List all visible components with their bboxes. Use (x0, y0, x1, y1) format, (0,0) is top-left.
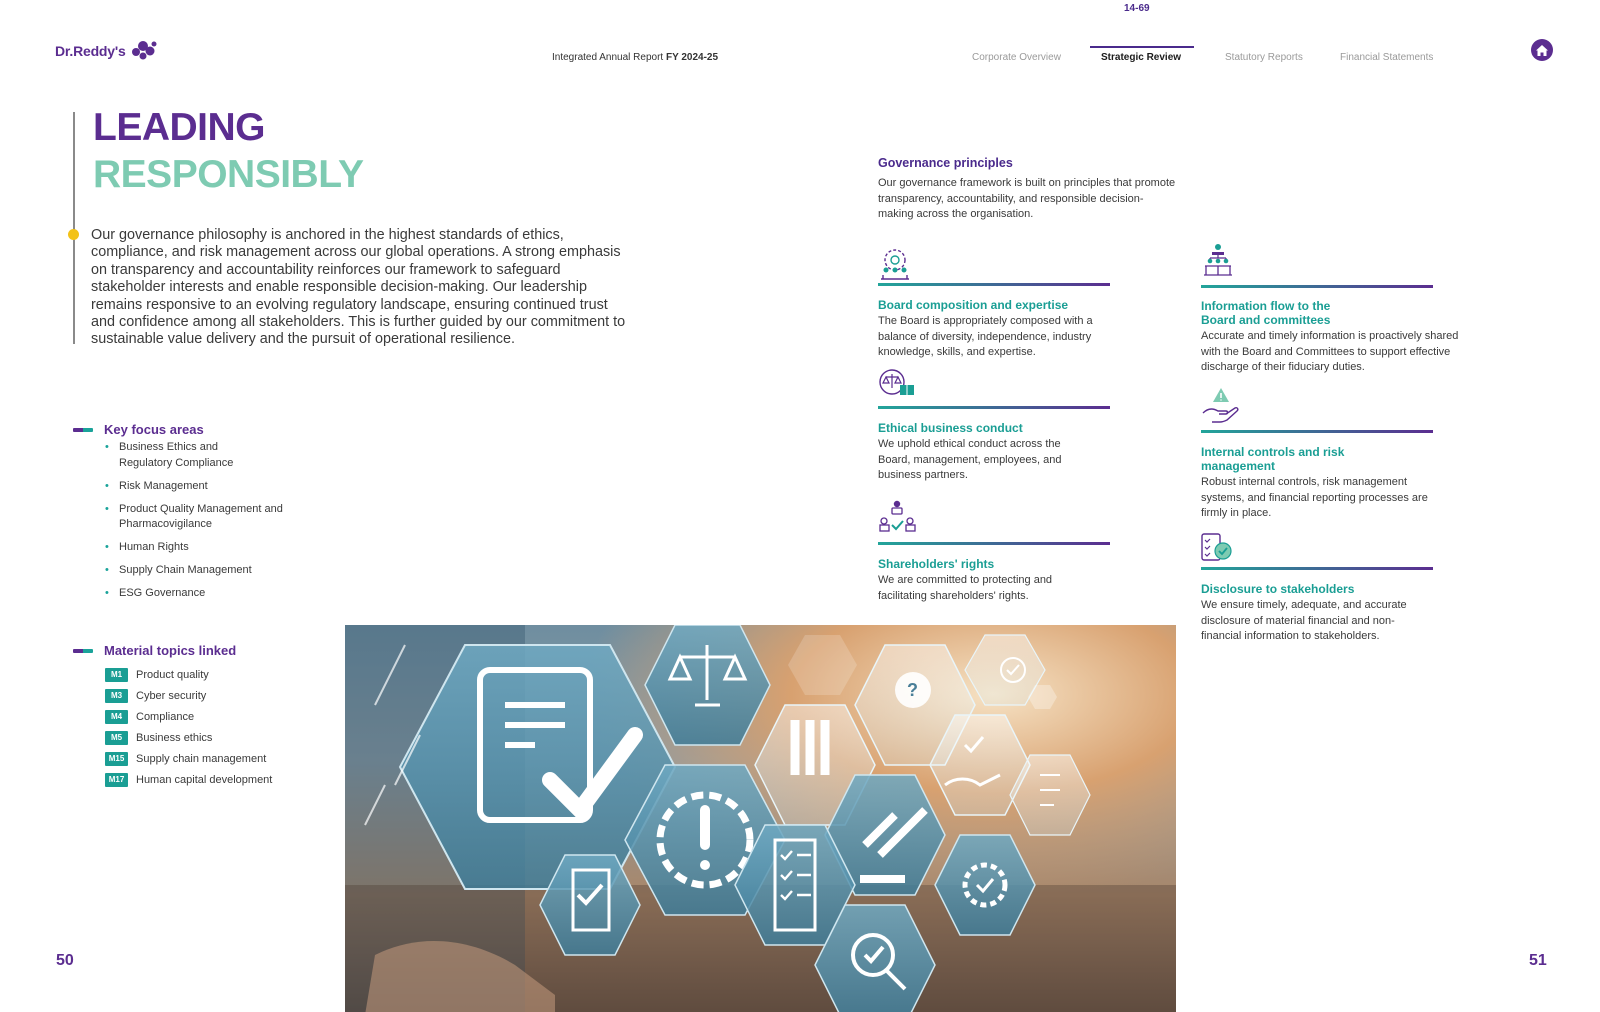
page-title-line1: LEADING (93, 106, 265, 149)
card-body: Robust internal controls, risk management systems, and financial reporting processes are firmly in place. (1201, 476, 1428, 520)
topic-badge: M17 (105, 773, 128, 787)
intro-paragraph: Our governance philosophy is anchored in the highest standards of ethics, compliance, and risk management across our global operations. A strong emphasis on transparency and accountability reinforces our framework to safeguard stakeholder interests and enable responsible decision-making. Our leadership remains responsive to an evolving regulatory landscape, ensuring continued trust and confidence among all stakeholders. This is further guided by our commitment to sustainable value delivery and the pursuit of operational resilience. (91, 227, 626, 348)
hierarchy-icon (1201, 242, 1241, 278)
topic-badge: M5 (105, 731, 128, 745)
key-focus-heading (73, 422, 204, 437)
active-tab-underline (1090, 46, 1194, 48)
card-title: Disclosure to stakeholders (1201, 582, 1355, 596)
material-topics-heading (73, 643, 236, 658)
tab-corporate-overview[interactable]: Corporate Overview (972, 52, 1061, 63)
list-item: • Product Quality Management and Pharmacovigilance (105, 502, 305, 533)
card-body: Accurate and timely information is proactively shared with the Board and Committees to support effective discharge of their fiduciary duties. (1201, 330, 1459, 374)
card-divider (1201, 430, 1433, 433)
heading-dash (73, 649, 93, 653)
topic-badge: M4 (105, 710, 128, 724)
card-divider (1201, 285, 1433, 288)
shareholders-icon (878, 499, 918, 535)
card-body: We uphold ethical conduct across the Board, management, employees, and business partners. (878, 438, 1062, 482)
governance-principles-body: Our governance framework is built on principles that promote transparency, accountability, and responsible decision-making across the organisation. (878, 177, 1176, 221)
scales-icon (878, 369, 918, 405)
title-divider-line (73, 112, 75, 344)
card-divider (1201, 567, 1433, 570)
list-item: • ESG Governance (105, 586, 325, 602)
logo-text: Dr.Reddy's (55, 43, 126, 59)
card-title: Information flow to the Board and committees (1201, 299, 1331, 328)
card-body: We are committed to protecting and facilitating shareholders' rights. (878, 574, 1053, 602)
key-focus-title: Key focus areas (104, 422, 204, 437)
checklist-icon (1201, 533, 1241, 569)
active-section-range: 14-69 (1124, 3, 1150, 14)
heading-dash (73, 428, 93, 432)
card-title: Ethical business conduct (878, 421, 1023, 435)
list-item (105, 769, 272, 790)
card-divider (878, 406, 1110, 409)
company-logo (55, 40, 158, 62)
material-topics-list (105, 664, 272, 790)
key-focus-list (105, 440, 325, 609)
card-divider (878, 283, 1110, 286)
topic-label: Supply chain management (136, 752, 267, 765)
topic-label: Product quality (136, 668, 209, 681)
list-item (105, 706, 272, 727)
topic-badge: M1 (105, 668, 128, 682)
tab-statutory-reports[interactable]: Statutory Reports (1225, 52, 1303, 63)
governance-principles-title: Governance principles (878, 156, 1013, 170)
topic-label: Cyber security (136, 689, 207, 702)
list-item (105, 748, 272, 769)
list-item (105, 664, 272, 685)
home-icon (1535, 44, 1549, 57)
list-item: • Risk Management (105, 479, 325, 495)
list-item (105, 727, 272, 748)
card-title: Board composition and expertise (878, 298, 1069, 312)
material-topics-title: Material topics linked (104, 643, 237, 658)
list-item: • Human Rights (105, 540, 325, 556)
report-title (552, 52, 718, 63)
list-item (105, 685, 272, 706)
title-divider-dot (68, 229, 79, 240)
report-title-year: FY 2024-25 (665, 52, 719, 63)
page-number-right: 51 (1529, 952, 1547, 969)
logo-mark-icon (130, 40, 158, 62)
card-title: Shareholders' rights (878, 557, 995, 571)
tab-financial-statements[interactable]: Financial Statements (1340, 52, 1434, 63)
topic-label: Human capital development (136, 773, 273, 786)
card-body: The Board is appropriately composed with a balance of diversity, independence, industry knowledge, skills, and expertise. (878, 315, 1093, 359)
topic-badge: M3 (105, 689, 128, 703)
topic-label: Compliance (136, 710, 195, 723)
topic-label: Business ethics (136, 731, 213, 744)
home-button[interactable] (1531, 39, 1553, 61)
card-title: Internal controls and risk management (1201, 445, 1345, 474)
topic-badge: M15 (105, 752, 128, 766)
card-divider (878, 542, 1110, 545)
board-gear-icon (878, 246, 918, 282)
list-item: • Supply Chain Management (105, 563, 325, 579)
hand-warning-icon (1201, 387, 1241, 423)
svg-text:?: ? (907, 680, 918, 700)
page-title-line2: RESPONSIBLY (93, 153, 364, 196)
tab-strategic-review[interactable]: Strategic Review (1101, 52, 1182, 63)
hexagon-icons-overlay (345, 625, 1176, 1012)
page-number-left: 50 (56, 952, 74, 969)
list-item: • Business Ethics and Regulatory Compliance (105, 440, 245, 471)
compliance-hexagon-image (345, 625, 1176, 1012)
report-title-prefix: Integrated Annual Report (552, 52, 666, 63)
card-body: We ensure timely, adequate, and accurate disclosure of material financial and non-financial information to stakeholders. (1201, 599, 1407, 643)
